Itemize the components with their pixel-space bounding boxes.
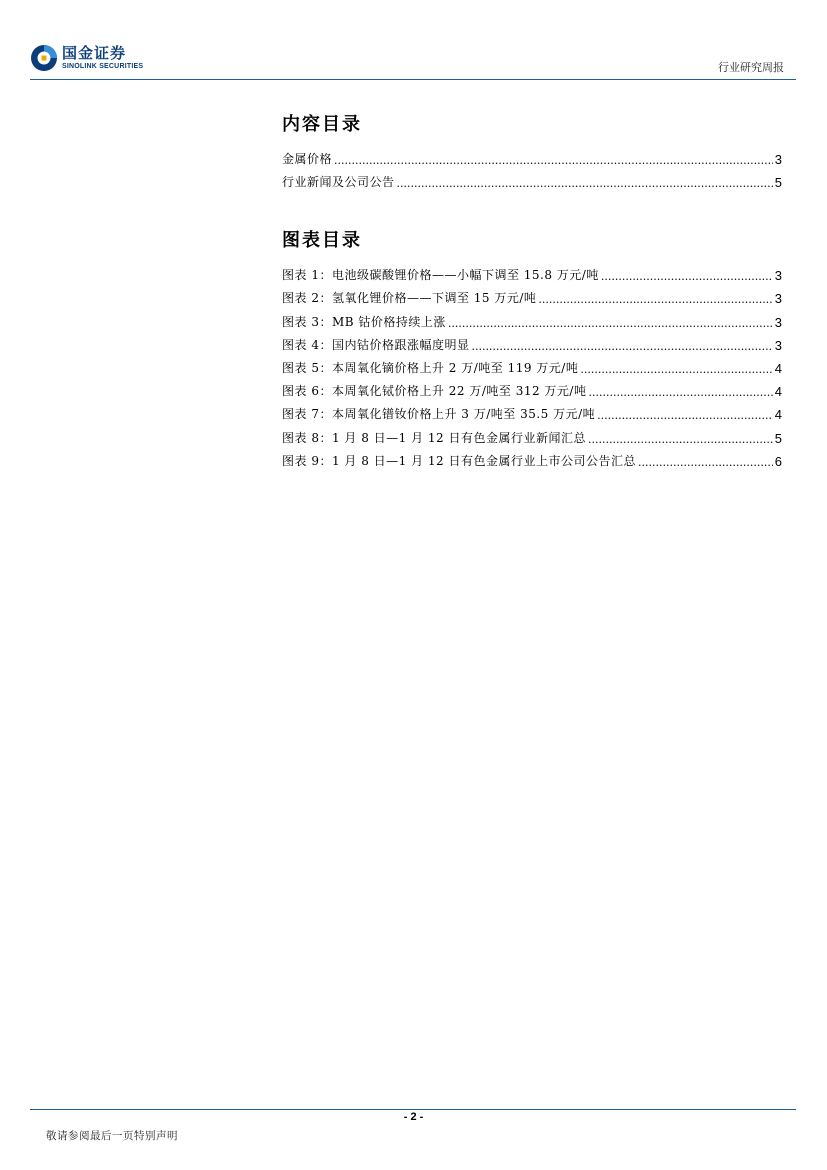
figure-entry[interactable] <box>282 260 782 283</box>
header-divider <box>30 79 796 80</box>
figure-entry-page: 3 <box>774 314 782 330</box>
toc-leader-dots <box>597 409 773 422</box>
figure-entry[interactable] <box>282 399 782 422</box>
figures-toc <box>282 226 782 469</box>
toc-leader-dots <box>601 270 773 283</box>
logo-english-name: SINOLINK SECURITIES <box>62 63 144 70</box>
toc-leader-dots <box>471 340 772 353</box>
figure-entry-page: 6 <box>774 453 782 469</box>
figure-entry-label: 图表 5：本周氧化镝价格上升 2 万/吨至 119 万元/吨 <box>282 360 579 375</box>
figure-entry[interactable] <box>282 446 782 469</box>
figure-entry-page: 4 <box>774 407 782 423</box>
logo-chinese-name: 国金证券 <box>62 44 127 62</box>
figure-entry[interactable] <box>282 330 782 353</box>
figure-entry-label: 图表 7：本周氧化镨钕价格上升 3 万/吨至 35.5 万元/吨 <box>282 407 596 422</box>
figure-entry-page: 4 <box>774 384 782 400</box>
figure-entry-page: 3 <box>774 268 782 284</box>
toc-entry[interactable] <box>282 144 782 167</box>
company-logo <box>30 44 143 72</box>
page-header <box>30 44 796 80</box>
toc-leader-dots <box>334 154 773 167</box>
toc-leader-dots <box>638 456 773 469</box>
toc-leader-dots <box>448 317 773 330</box>
toc-entry-label: 行业新闻及公司公告 <box>282 175 395 190</box>
figure-entry-page: 5 <box>774 430 782 446</box>
toc-entry[interactable] <box>282 167 782 190</box>
figure-entry[interactable] <box>282 306 782 329</box>
page-number: - 2 - <box>403 1111 424 1123</box>
toc-leader-dots <box>588 386 772 399</box>
disclaimer-text: 敬请参阅最后一页特别声明 <box>46 1130 178 1142</box>
figure-entry-label: 图表 6：本周氧化铽价格上升 22 万/吨至 312 万元/吨 <box>282 384 587 399</box>
figure-entry-label: 图表 1：电池级碳酸锂价格——小幅下调至 15.8 万元/吨 <box>282 268 599 283</box>
figure-entry-page: 3 <box>774 291 782 307</box>
figure-entry[interactable] <box>282 353 782 376</box>
figure-entry-page: 3 <box>774 337 782 353</box>
figure-entry-label: 图表 9：1 月 8 日—1 月 12 日有色金属行业上市公司公告汇总 <box>282 453 637 468</box>
sinolink-logo-icon <box>30 44 58 72</box>
toc-leader-dots <box>538 293 772 306</box>
contents-title: 内容目录 <box>282 114 362 135</box>
toc-entry-page: 3 <box>774 152 782 168</box>
figure-entry-label: 图表 3：MB 钴价格持续上涨 <box>282 314 446 329</box>
figure-entry-label: 图表 2：氢氧化锂价格——下调至 15 万元/吨 <box>282 291 537 306</box>
toc-entry-page: 5 <box>774 175 782 191</box>
contents-toc <box>282 110 782 190</box>
toc-leader-dots <box>588 433 773 446</box>
toc-leader-dots <box>397 177 773 190</box>
footer-divider <box>30 1109 796 1110</box>
figures-title: 图表目录 <box>282 230 362 251</box>
figure-entry[interactable] <box>282 283 782 306</box>
toc-entry-label: 金属价格 <box>282 152 333 167</box>
report-type: 行业研究周报 <box>718 61 784 74</box>
figure-entry[interactable] <box>282 422 782 445</box>
toc-leader-dots <box>580 363 772 376</box>
figure-entry-label: 图表 8：1 月 8 日—1 月 12 日有色金属行业新闻汇总 <box>282 430 587 445</box>
figure-entry[interactable] <box>282 376 782 399</box>
figure-entry-label: 图表 4：国内钴价格跟涨幅度明显 <box>282 337 470 352</box>
figure-entry-page: 4 <box>774 360 782 376</box>
